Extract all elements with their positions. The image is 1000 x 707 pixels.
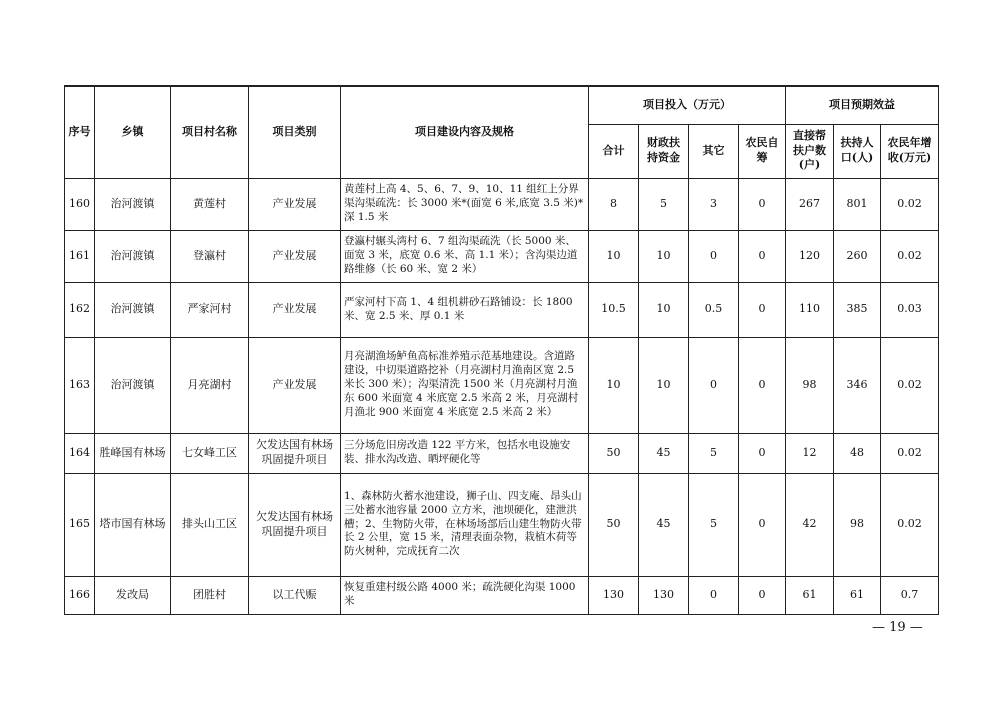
cell-fiscal: 130: [639, 576, 689, 614]
cell-households: 42: [786, 473, 834, 576]
cell-category: 产业发展: [249, 337, 341, 433]
cell-village: 登瀛村: [171, 230, 249, 282]
cell-village: 黄莲村: [171, 178, 249, 230]
cell-population: 801: [834, 178, 881, 230]
header-income: 农民年增收(万元): [881, 124, 939, 178]
cell-households: 98: [786, 337, 834, 433]
table-row: [65, 282, 939, 337]
header-households: 直接帮扶户数(户): [786, 124, 834, 178]
cell-other: 0: [689, 576, 739, 614]
cell-farmer: 0: [739, 282, 786, 337]
cell-other: 0: [689, 230, 739, 282]
cell-households: 267: [786, 178, 834, 230]
cell-seq: 161: [65, 230, 95, 282]
cell-other: 5: [689, 473, 739, 576]
cell-content: 登瀛村辗头湾村 6、7 组沟渠疏洗（长 5000 米、面宽 3 米，底宽 0.6 米、高 1.1 米）；含沟渠边道路维修（长 60 米、宽 2 米）: [341, 230, 589, 282]
cell-content: 三分场危旧房改造 122 平方米，包括水电设施安装、排水沟改造、晒坪硬化等: [341, 433, 589, 473]
cell-town: 治河渡镇: [95, 337, 171, 433]
table-row: [65, 473, 939, 576]
cell-town: 治河渡镇: [95, 178, 171, 230]
table-row: [65, 230, 939, 282]
cell-population: 98: [834, 473, 881, 576]
header-category: 项目类别: [249, 86, 341, 178]
cell-seq: 162: [65, 282, 95, 337]
cell-fiscal: 10: [639, 282, 689, 337]
header-town: 乡镇: [95, 86, 171, 178]
cell-content: 严家河村下高 1、4 组机耕砂石路铺设：长 1800 米、宽 2.5 米、厚 0.1 米: [341, 282, 589, 337]
table-row: [65, 178, 939, 230]
cell-town: 发改局: [95, 576, 171, 614]
cell-farmer: 0: [739, 473, 786, 576]
cell-population: 61: [834, 576, 881, 614]
cell-total: 130: [589, 576, 639, 614]
cell-content: 黄莲村上高 4、5、6、7、9、10、11 组红上分界渠沟渠疏洗：长 3000 米*(面宽 6 米,底宽 3.5 米)*深 1.5 米: [341, 178, 589, 230]
cell-fiscal: 45: [639, 473, 689, 576]
cell-farmer: 0: [739, 337, 786, 433]
cell-fiscal: 10: [639, 337, 689, 433]
project-table: [64, 85, 939, 615]
cell-households: 120: [786, 230, 834, 282]
cell-other: 5: [689, 433, 739, 473]
cell-population: 385: [834, 282, 881, 337]
cell-total: 10: [589, 230, 639, 282]
cell-town: 胜峰国有林场: [95, 433, 171, 473]
cell-total: 8: [589, 178, 639, 230]
cell-content: 恢复重建村级公路 4000 米；疏洗硬化沟渠 1000 米: [341, 576, 589, 614]
cell-seq: 160: [65, 178, 95, 230]
cell-fiscal: 5: [639, 178, 689, 230]
header-fiscal: 财政扶持资金: [639, 124, 689, 178]
cell-category: 欠发达国有林场巩固提升项目: [249, 433, 341, 473]
cell-total: 50: [589, 433, 639, 473]
cell-households: 12: [786, 433, 834, 473]
cell-other: 3: [689, 178, 739, 230]
cell-population: 346: [834, 337, 881, 433]
cell-content: 1、森林防火蓄水池建设，狮子山、四支庵、昂头山三处蓄水池容量 2000 立方米，池坝硬化，建泄洪槽；2、生物防火带，在林场场部后山建生物防火带长 2 公里，宽 15 米，清理表面杂物，栽植木荷等防火树种，完成抚育二次: [341, 473, 589, 576]
cell-total: 10.5: [589, 282, 639, 337]
cell-seq: 164: [65, 433, 95, 473]
cell-town: 治河渡镇: [95, 282, 171, 337]
cell-income: 0.02: [881, 230, 939, 282]
table-row: [65, 576, 939, 614]
page-number: — 19 —: [872, 620, 923, 635]
cell-category: 以工代赈: [249, 576, 341, 614]
header-total: 合计: [589, 124, 639, 178]
cell-seq: 163: [65, 337, 95, 433]
cell-village: 严家河村: [171, 282, 249, 337]
header-farmer: 农民自筹: [739, 124, 786, 178]
cell-village: 月亮湖村: [171, 337, 249, 433]
cell-farmer: 0: [739, 230, 786, 282]
header-content: 项目建设内容及规格: [341, 86, 589, 178]
table-body: [65, 178, 939, 614]
cell-population: 260: [834, 230, 881, 282]
cell-category: 产业发展: [249, 178, 341, 230]
header-village: 项目村名称: [171, 86, 249, 178]
cell-town: 塔市国有林场: [95, 473, 171, 576]
cell-category: 产业发展: [249, 230, 341, 282]
cell-income: 0.7: [881, 576, 939, 614]
cell-other: 0: [689, 337, 739, 433]
cell-other: 0.5: [689, 282, 739, 337]
header-other: 其它: [689, 124, 739, 178]
table-header: [65, 86, 939, 178]
cell-income: 0.02: [881, 337, 939, 433]
header-benefit: 项目预期效益: [786, 86, 939, 124]
cell-households: 110: [786, 282, 834, 337]
cell-category: 欠发达国有林场巩固提升项目: [249, 473, 341, 576]
cell-total: 10: [589, 337, 639, 433]
cell-fiscal: 45: [639, 433, 689, 473]
header-investment: 项目投入（万元）: [589, 86, 786, 124]
cell-content: 月亮湖渔场鲈鱼高标准养殖示范基地建设。含道路建设，中切渠道路挖补（月亮湖村月渔南区宽 2.5 米长 300 米）；沟渠清洗 1500 米（月亮湖村月渔东 600 米面宽 4 米底宽 2.5 米高 2 米，月亮湖村月渔北 900 米面宽 4 米底宽 2.5 米高 2 米）: [341, 337, 589, 433]
header-population: 扶持人口(人): [834, 124, 881, 178]
table-row: [65, 433, 939, 473]
cell-farmer: 0: [739, 433, 786, 473]
cell-total: 50: [589, 473, 639, 576]
cell-households: 61: [786, 576, 834, 614]
cell-population: 48: [834, 433, 881, 473]
cell-category: 产业发展: [249, 282, 341, 337]
cell-seq: 166: [65, 576, 95, 614]
cell-income: 0.03: [881, 282, 939, 337]
cell-fiscal: 10: [639, 230, 689, 282]
cell-income: 0.02: [881, 433, 939, 473]
table-row: [65, 337, 939, 433]
cell-income: 0.02: [881, 178, 939, 230]
cell-income: 0.02: [881, 473, 939, 576]
cell-village: 排头山工区: [171, 473, 249, 576]
header-seq: 序号: [65, 86, 95, 178]
cell-farmer: 0: [739, 576, 786, 614]
cell-town: 治河渡镇: [95, 230, 171, 282]
cell-village: 七女峰工区: [171, 433, 249, 473]
cell-seq: 165: [65, 473, 95, 576]
cell-farmer: 0: [739, 178, 786, 230]
cell-village: 团胜村: [171, 576, 249, 614]
